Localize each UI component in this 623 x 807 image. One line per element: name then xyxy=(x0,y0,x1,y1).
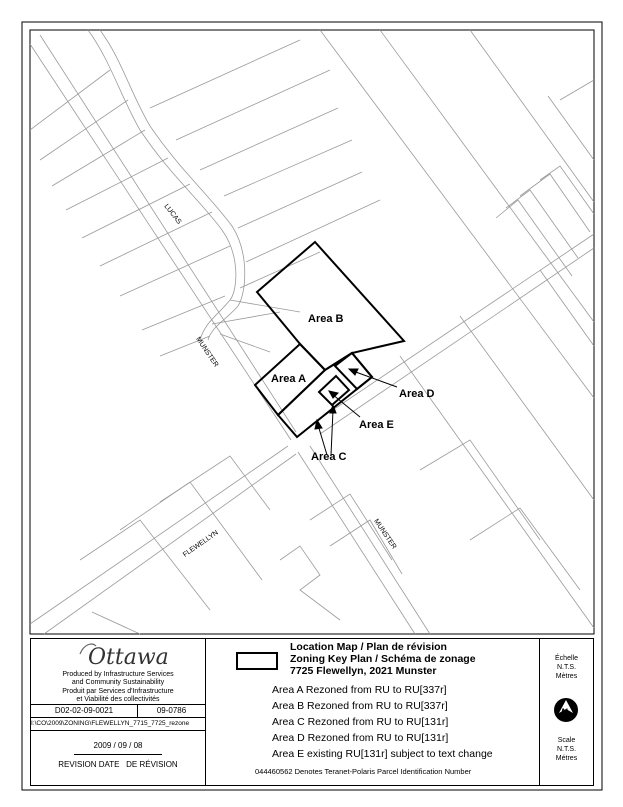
scale-top-3: Mètres xyxy=(555,673,578,680)
legend-footnote: 044460562 Denotes Teranet-Polaris Parcel Identification Number xyxy=(255,767,472,776)
legend-title-2: Zoning Key Plan / Schéma de zonage xyxy=(290,653,476,665)
scale-bottom-2: N.T.S. xyxy=(556,746,577,753)
legend-item-e: Area E existing RU[131r] subject to text change xyxy=(272,748,493,760)
legend-item-c: Area C Rezoned from RU to RU[131r] xyxy=(272,716,449,728)
area-c-outline xyxy=(278,353,372,437)
revision-label: REVISION DATE DE RÉVISION xyxy=(58,760,178,769)
area-label-c: Area C xyxy=(311,451,347,463)
revision-date: 2009 / 09 / 08 xyxy=(93,741,143,750)
legend-title-3: 7725 Flewellyn, 2021 Munster xyxy=(290,665,437,677)
file-number: D02-02-09-0021 xyxy=(54,706,114,715)
ottawa-logo-swoosh xyxy=(78,642,98,656)
area-e-outline xyxy=(319,376,349,405)
road-label-lucas: LUCAS xyxy=(162,203,183,226)
revision-date-underline xyxy=(74,754,162,755)
area-label-d: Area D xyxy=(399,388,435,400)
parcel-lines xyxy=(30,30,594,634)
area-label-b: Area B xyxy=(308,313,344,325)
legend-title-1: Location Map / Plan de révision xyxy=(290,641,447,653)
legend-swatch xyxy=(236,652,278,670)
produced-by-fr-1: Produit par Services d'Infrastructure xyxy=(62,688,174,695)
ottawa-logo: Ottawa xyxy=(88,645,169,670)
scale-top-2: N.T.S. xyxy=(556,664,577,671)
scale-top-1: Échelle xyxy=(555,655,578,662)
area-label-e: Area E xyxy=(359,419,394,431)
file-path: I:\CO\2009\ZONING\FLEWELLYN_7715_7725_rezone xyxy=(31,720,190,727)
north-label: N xyxy=(561,707,568,717)
area-label-a: Area A xyxy=(271,373,307,385)
produced-by-en-1: Produced by Infrastructure Services xyxy=(62,671,174,678)
scale-bottom-3: Métres xyxy=(555,755,578,762)
produced-by-en-2: and Community Sustainability xyxy=(71,679,165,686)
legend-item-a: Area A Rezoned from RU to RU[337r] xyxy=(272,684,447,696)
road-label-flewellyn: FLEWELLYN xyxy=(182,529,220,559)
produced-by-fr-2: et Viabilité des collectivités xyxy=(76,696,160,703)
road-label-munster-lower: MUNSTER xyxy=(372,518,398,551)
scale-bottom-1: Scale xyxy=(557,737,576,744)
legend-item-d: Area D Rezoned from RU to RU[131r] xyxy=(272,732,449,744)
map-frame xyxy=(30,30,594,634)
map-number: 09-0786 xyxy=(156,706,187,715)
road-label-munster-upper: MUNSTER xyxy=(194,336,220,369)
legend-item-b: Area B Rezoned from RU to RU[337r] xyxy=(272,700,448,712)
area-b-outline xyxy=(257,242,404,370)
